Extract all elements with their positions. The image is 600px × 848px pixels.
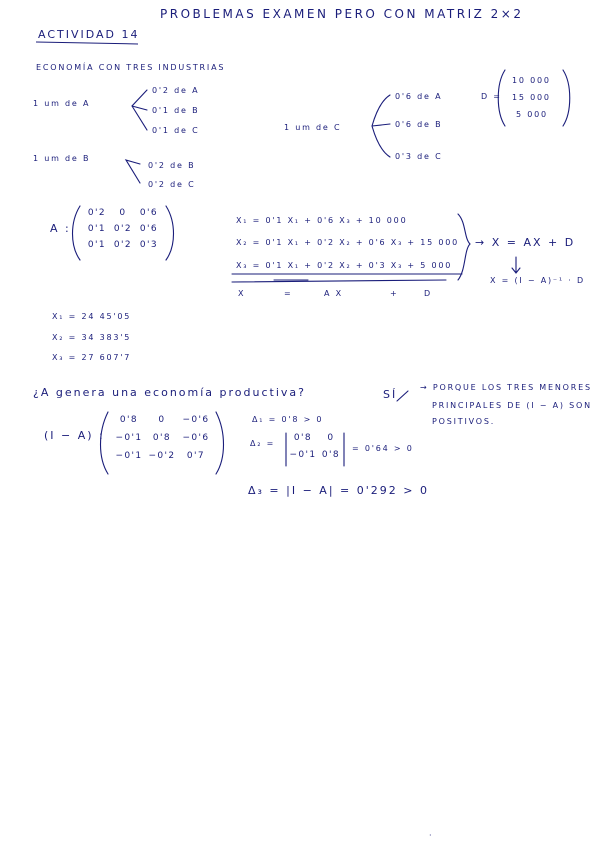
equation-under-ax: A X — [324, 289, 343, 298]
matrix-i-minus-a-cell: 0'8 — [152, 433, 172, 443]
matrix-i-minus-a-cell: −0'1 — [115, 433, 143, 443]
minor-2-cell: 0'8 — [293, 433, 313, 443]
page-title: PROBLEMAS EXAMEN PERO CON MATRIZ 2×2 — [160, 7, 524, 21]
minor-2-label: Δ₂ = — [250, 439, 276, 448]
tree-c-root: 1 um de C — [284, 123, 342, 132]
answer: SÍ — [383, 388, 398, 401]
tree-a-branch-3: 0'1 de C — [152, 126, 200, 135]
matrix-i-minus-a-cell: −0'6 — [182, 433, 210, 443]
reason-line-1: → PORQUE LOS TRES MENORES — [420, 383, 592, 392]
minor-2-value: = 0'64 > 0 — [352, 444, 414, 453]
equation-3: X₃ = 0'1 X₁ + 0'2 X₂ + 0'3 X₃ + 5 000 — [236, 261, 453, 270]
question: ¿A genera una economía productiva? — [33, 386, 306, 399]
section-subtitle: ECONOMÍA CON TRES INDUSTRIAS — [36, 63, 226, 72]
tree-c-branch-3: 0'3 de C — [395, 152, 443, 161]
vector-d-value-2: 15 000 — [512, 93, 551, 102]
inverse-equation: X = (I − A)⁻¹ · D — [490, 276, 585, 285]
matrix-a-cell: 0'1 — [87, 224, 107, 234]
equation-under-plus: + — [390, 289, 399, 298]
equation-under-d: D — [424, 289, 432, 298]
equation-under-eq: = — [284, 289, 293, 298]
minor-2-cell: 0'8 — [321, 450, 341, 460]
solution-x3: X₃ = 27 607'7 — [52, 353, 132, 362]
matrix-i-minus-a-cell: −0'6 — [182, 415, 210, 425]
tree-a-branch-1: 0'2 de A — [152, 86, 200, 95]
equation-2: X₂ = 0'1 X₁ + 0'2 X₂ + 0'6 X₃ + 15 000 — [236, 238, 460, 247]
vector-d-value-1: 10 000 — [512, 76, 551, 85]
minor-2-cell: −0'1 — [289, 450, 317, 460]
tree-b-branch-2: 0'2 de C — [148, 180, 196, 189]
tree-a-branch-2: 0'1 de B — [152, 106, 200, 115]
matrix-i-minus-a-cell: 0'8 — [119, 415, 139, 425]
minor-2-cell: 0 — [327, 433, 335, 443]
solution-x2: X₂ = 34 383'5 — [52, 333, 132, 342]
matrix-a-cell: 0'6 — [139, 208, 159, 218]
matrix-a-cell: 0'2 — [113, 224, 133, 234]
reason-line-3: POSITIVOS. — [432, 417, 496, 426]
matrix-i-minus-a-cell: 0 — [158, 415, 166, 425]
tree-c-branch-1: 0'6 de A — [395, 92, 443, 101]
matrix-i-minus-a-label: (I − A) : — [44, 429, 105, 442]
reason-line-2: PRINCIPALES DE (I − A) SON — [432, 401, 592, 410]
matrix-i-minus-a-cell: −0'1 — [115, 451, 143, 461]
matrix-i-minus-a-cell: −0'2 — [148, 451, 176, 461]
matrix-a-cell: 0'1 — [87, 240, 107, 250]
tree-b-branch-1: 0'2 de B — [148, 161, 196, 170]
tree-b-root: 1 um de B — [33, 154, 91, 163]
matrix-a-cell: 0'2 — [87, 208, 107, 218]
matrix-a-cell: 0'6 — [139, 224, 159, 234]
result-equation: → X = AX + D — [475, 236, 576, 249]
matrix-i-minus-a-cell: 0'7 — [186, 451, 206, 461]
equation-under-x: X — [238, 289, 246, 298]
matrix-a-cell: 0 — [119, 208, 127, 218]
matrix-a-cell: 0'2 — [113, 240, 133, 250]
equation-1: X₁ = 0'1 X₁ + 0'6 X₃ + 10 000 — [236, 216, 408, 225]
page-dot: · — [429, 831, 434, 840]
activity-heading: ACTIVIDAD 14 — [38, 28, 140, 41]
minor-1: Δ₁ = 0'8 > 0 — [252, 415, 324, 424]
vector-d-value-3: 5 000 — [516, 110, 548, 119]
vector-d-label: D = — [481, 92, 502, 101]
solution-x1: X₁ = 24 45'05 — [52, 312, 132, 321]
matrix-a-label: A : — [50, 222, 71, 235]
minor-3: Δ₃ = |I − A| = 0'292 > 0 — [248, 484, 429, 497]
matrix-a-cell: 0'3 — [139, 240, 159, 250]
tree-a-root: 1 um de A — [33, 99, 91, 108]
tree-c-branch-2: 0'6 de B — [395, 120, 443, 129]
